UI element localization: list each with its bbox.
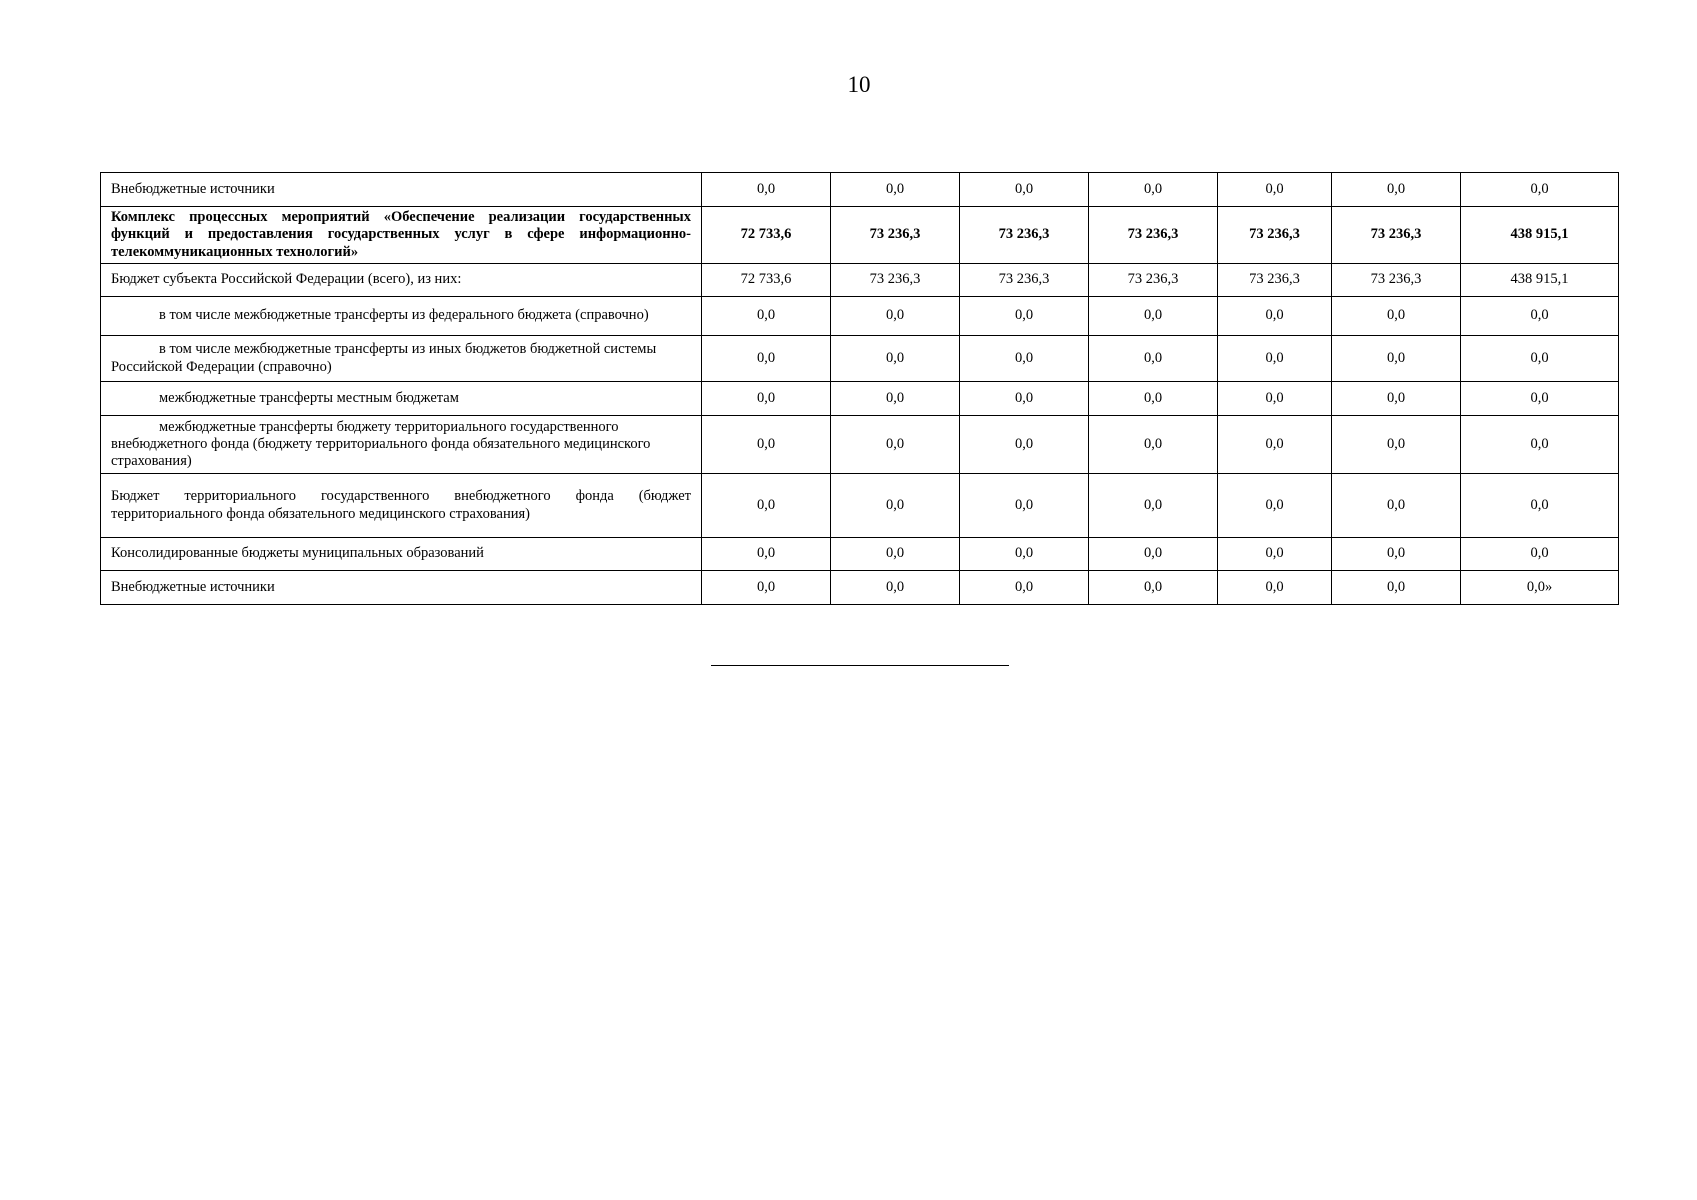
value-cell: 0,0 — [1218, 382, 1332, 416]
value-cell: 0,0 — [1089, 538, 1218, 571]
value-cell: 73 236,3 — [1332, 207, 1461, 264]
value-cell: 0,0 — [960, 297, 1089, 336]
value-cell: 73 236,3 — [1089, 207, 1218, 264]
value-cell: 0,0 — [831, 474, 960, 538]
value-cell: 0,0 — [1218, 297, 1332, 336]
value-cell: 0,0 — [831, 571, 960, 605]
value-cell: 0,0 — [1089, 474, 1218, 538]
value-cell: 0,0 — [831, 336, 960, 382]
value-cell: 0,0 — [1218, 571, 1332, 605]
value-cell: 0,0 — [831, 382, 960, 416]
value-cell: 0,0 — [960, 571, 1089, 605]
value-cell: 0,0 — [960, 336, 1089, 382]
value-cell: 0,0 — [1461, 474, 1619, 538]
value-cell: 73 236,3 — [1089, 264, 1218, 297]
value-cell: 0,0 — [702, 382, 831, 416]
value-cell: 0,0 — [960, 173, 1089, 207]
value-cell: 73 236,3 — [960, 207, 1089, 264]
value-cell: 0,0 — [1332, 416, 1461, 474]
value-cell: 0,0 — [1332, 336, 1461, 382]
value-cell: 0,0 — [960, 474, 1089, 538]
value-cell: 0,0 — [1218, 538, 1332, 571]
value-cell: 0,0 — [831, 297, 960, 336]
value-cell: 0,0 — [1332, 571, 1461, 605]
value-cell: 0,0 — [831, 538, 960, 571]
value-cell: 0,0 — [702, 571, 831, 605]
value-cell: 0,0 — [1461, 382, 1619, 416]
value-cell: 0,0 — [1089, 571, 1218, 605]
row-label: Консолидированные бюджеты муниципальных образований — [101, 538, 702, 571]
value-cell: 0,0 — [1089, 416, 1218, 474]
value-cell: 0,0 — [960, 538, 1089, 571]
value-cell: 0,0 — [1218, 474, 1332, 538]
table-row — [101, 207, 1619, 264]
value-cell: 73 236,3 — [1332, 264, 1461, 297]
value-cell: 0,0 — [1332, 297, 1461, 336]
value-cell: 438 915,1 — [1461, 207, 1619, 264]
value-cell: 0,0 — [1332, 474, 1461, 538]
value-cell: 0,0 — [1089, 297, 1218, 336]
end-divider — [711, 665, 1009, 666]
table-row — [101, 474, 1619, 538]
page-number: 10 — [847, 72, 871, 97]
table-row — [101, 416, 1619, 474]
value-cell: 0,0 — [960, 416, 1089, 474]
value-cell: 0,0 — [1461, 173, 1619, 207]
value-cell: 0,0 — [1461, 538, 1619, 571]
value-cell: 0,0 — [1089, 173, 1218, 207]
value-cell: 72 733,6 — [702, 207, 831, 264]
value-cell: 0,0 — [960, 382, 1089, 416]
value-cell: 0,0 — [1218, 416, 1332, 474]
value-cell: 0,0 — [1332, 382, 1461, 416]
value-cell: 0,0 — [1218, 336, 1332, 382]
row-label — [101, 336, 702, 382]
value-cell: 0,0 — [1461, 297, 1619, 336]
value-cell: 0,0 — [702, 416, 831, 474]
value-cell: 0,0 — [702, 474, 831, 538]
value-cell: 73 236,3 — [1218, 207, 1332, 264]
table-row — [101, 382, 1619, 416]
row-label: Бюджет субъекта Российской Федерации (всего), из них: — [101, 264, 702, 297]
row-label: Бюджет территориального государственного внебюджетного фонда (бюджет территориального фонда обязательного медицинского страхования) — [101, 474, 702, 538]
value-cell: 0,0» — [1461, 571, 1619, 605]
value-cell: 73 236,3 — [831, 207, 960, 264]
row-label-text: межбюджетные трансферты местным бюджетам — [159, 389, 459, 406]
value-cell: 0,0 — [831, 173, 960, 207]
value-cell: 73 236,3 — [1218, 264, 1332, 297]
value-cell: 73 236,3 — [960, 264, 1089, 297]
row-label-text: в том числе межбюджетные трансферты из федерального бюджета (справочно) — [159, 307, 649, 324]
value-cell: 0,0 — [702, 538, 831, 571]
value-cell: 0,0 — [1089, 336, 1218, 382]
row-label-text: межбюджетные трансферты бюджету территориального государственного внебюджетного фонда (бюджету территориального фонда обязательного медицинского страхования) — [111, 418, 651, 470]
value-cell: 0,0 — [702, 297, 831, 336]
row-label: Внебюджетные источники — [101, 173, 702, 207]
row-label: Комплекс процессных мероприятий «Обеспечение реализации государственных функций и предоставления государственных услуг в сфере информационно-телекоммуникационных технологий» — [101, 207, 702, 264]
table-row — [101, 538, 1619, 571]
value-cell: 0,0 — [702, 336, 831, 382]
value-cell: 0,0 — [1089, 382, 1218, 416]
value-cell: 438 915,1 — [1461, 264, 1619, 297]
row-label-text: в том числе межбюджетные трансферты из иных бюджетов бюджетной системы Российской Федерации (справочно) — [111, 341, 657, 375]
table-row — [101, 264, 1619, 297]
value-cell: 0,0 — [1332, 173, 1461, 207]
value-cell: 0,0 — [702, 173, 831, 207]
table-row — [101, 571, 1619, 605]
value-cell: 0,0 — [831, 416, 960, 474]
value-cell: 73 236,3 — [831, 264, 960, 297]
table-row — [101, 297, 1619, 336]
value-cell: 0,0 — [1461, 416, 1619, 474]
row-label — [101, 382, 702, 416]
table-row — [101, 173, 1619, 207]
budget-table — [100, 172, 1619, 605]
value-cell: 0,0 — [1461, 336, 1619, 382]
table-row — [101, 336, 1619, 382]
value-cell: 72 733,6 — [702, 264, 831, 297]
row-label — [101, 416, 702, 474]
row-label — [101, 297, 702, 336]
value-cell: 0,0 — [1332, 538, 1461, 571]
row-label: Внебюджетные источники — [101, 571, 702, 605]
value-cell: 0,0 — [1218, 173, 1332, 207]
